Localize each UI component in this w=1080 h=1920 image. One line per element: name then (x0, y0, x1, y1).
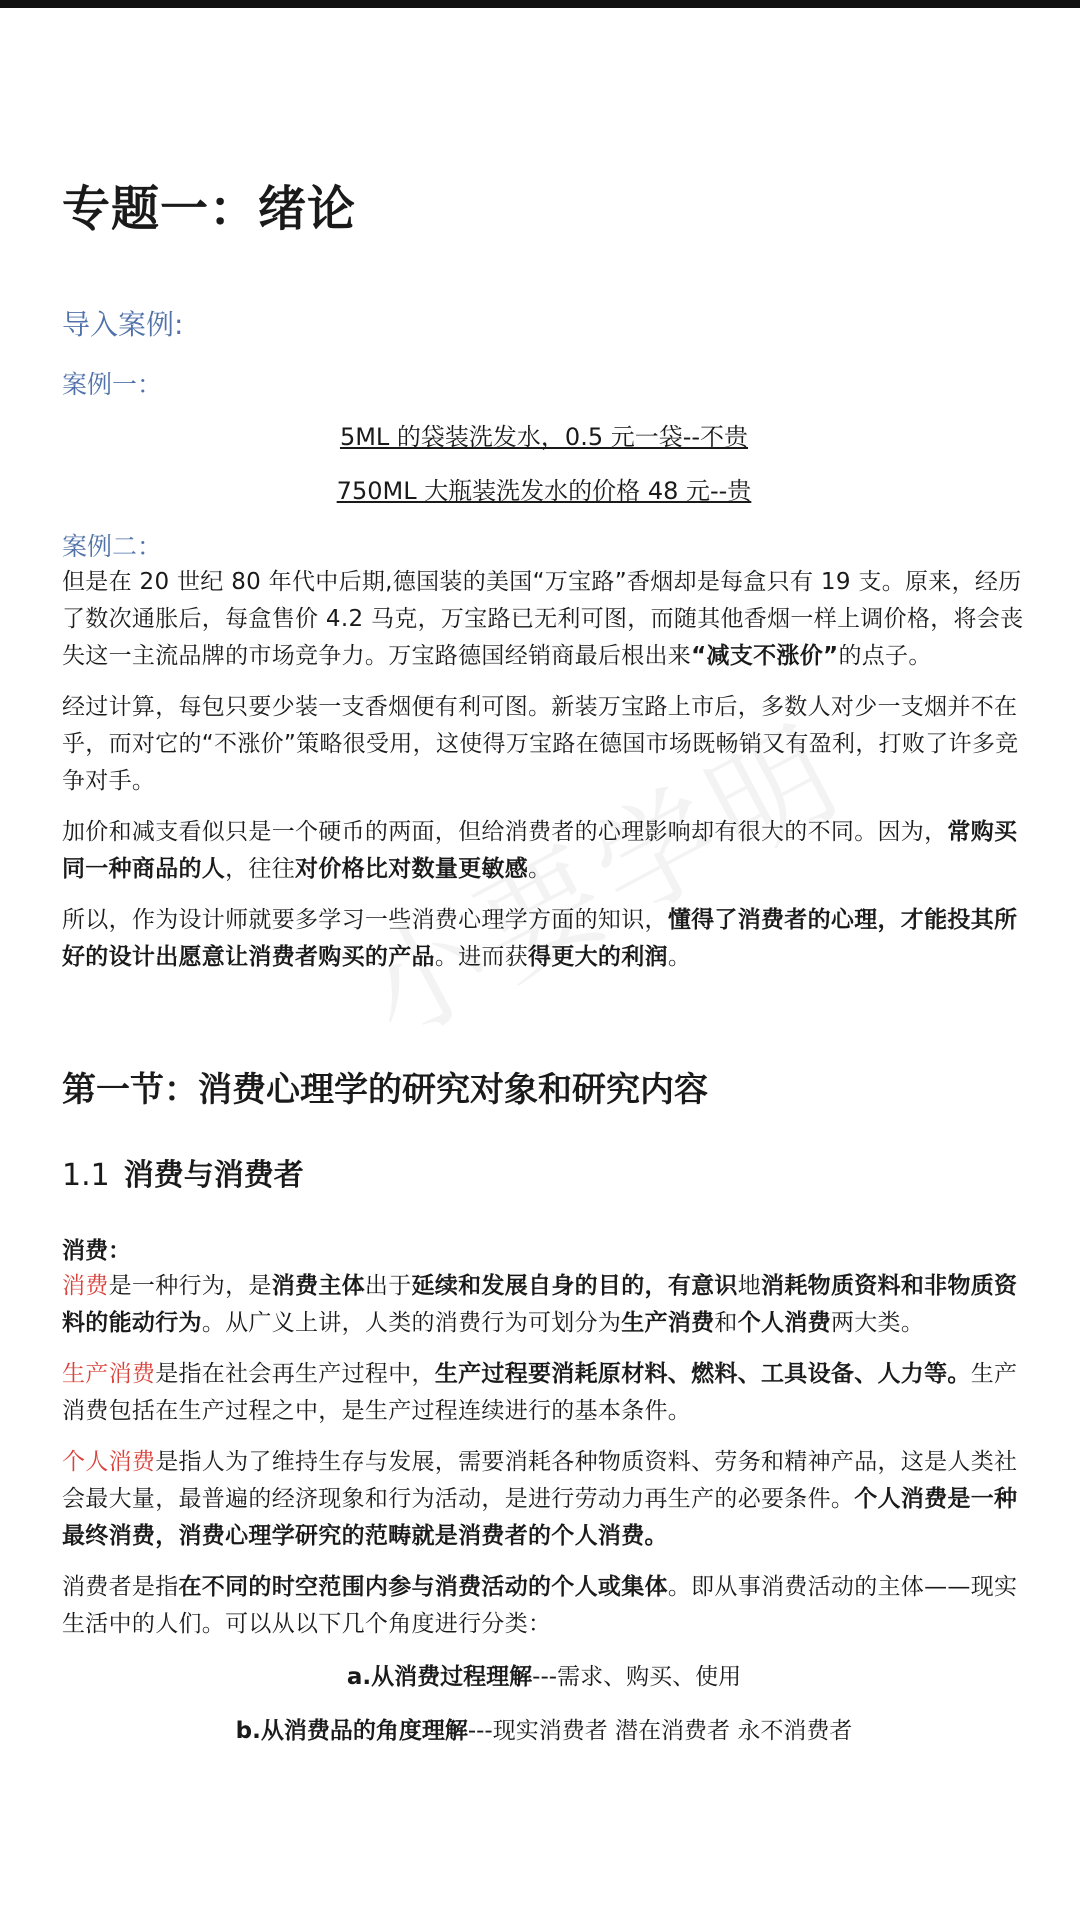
case2-label: 案例二： (62, 532, 163, 561)
intro-heading: 导入案例: (62, 308, 184, 341)
classification-item-a: a.从消费过程理解---需求、购买、使用 (346, 1664, 742, 1690)
consumption-label: 消费： (62, 1238, 131, 1264)
page-title: 专题一：绪论 (62, 181, 357, 237)
consumer-definition: 消费者是指在不同的时空范围内参与消费活动的个人或集体。即从事消费活动的主体——现实生活中的人们。可以从以下几个角度进行分类： (62, 1574, 1018, 1637)
case1-line1: 5ML 的袋装洗发水，0.5 元一袋--不贵 (339, 423, 749, 451)
case2-paragraph-1: 但是在 20 世纪 80 年代中后期,德国装的美国“万宝路”香烟却是每盒只有 19 支。原来，经历了数次通胀后，每盒售价 4.2 马克，万宝路已无利可图，而随其他香烟一样上调价格，将会丧失这一主流品牌的市场竞争力。万宝路德国经销商最后根出来“减支不涨价”的点子。 (62, 569, 1024, 669)
production-consumption-paragraph: 生产消费是指在社会再生产过程中，生产过程要消耗原材料、燃料、工具设备、人力等。生产消费包括在生产过程之中，是生产过程连续进行的基本条件。 (62, 1361, 1018, 1424)
section-title: 第一节：消费心理学的研究对象和研究内容 (62, 1070, 708, 1110)
personal-consumption-paragraph: 个人消费是指人为了维持生存与发展，需要消耗各种物质资料、劳务和精神产品，这是人类社会最大量，最普遍的经济现象和行为活动，是进行劳动力再生产的必要条件。个人消费是一种最终消费，消费心理学研究的范畴就是消费者的个人消费。 (62, 1449, 1018, 1549)
case1-label: 案例一： (62, 370, 163, 399)
case2-paragraph-2: 经过计算，每包只要少装一支香烟便有利可图。新装万宝路上市后，多数人对少一支烟并不在乎，而对它的“不涨价”策略很受用，这使得万宝路在德国市场既畅销又有盈利，打败了许多竞争对手。 (62, 694, 1019, 794)
case1-line2: 750ML 大瓶装洗发水的价格 48 元--贵 (336, 477, 752, 505)
consumption-definition: 消费是一种行为，是消费主体出于延续和发展自身的目的，有意识地消耗物质资料和非物质资料的能动行为。从广义上讲，人类的消费行为可划分为生产消费和个人消费两大类。 (62, 1273, 1018, 1336)
subsection-title: 1.1 消费与消费者 (62, 1158, 304, 1193)
case2-paragraph-4: 所以，作为设计师就要多学习一些消费心理学方面的知识，懂得了消费者的心理，才能投其所好的设计出愿意让消费者购买的产品。进而获得更大的利润。 (62, 907, 1018, 970)
document-page (62, 176, 1026, 1749)
top-bar (0, 0, 1080, 8)
case2-paragraph-3: 加价和减支看似只是一个硬币的两面，但给消费者的心理影响却有很大的不同。因为，常购买同一种商品的人，往往对价格比对数量更敏感。 (62, 819, 1018, 882)
classification-item-b: b.从消费品的角度理解---现实消费者 潜在消费者 永不消费者 (235, 1718, 853, 1744)
